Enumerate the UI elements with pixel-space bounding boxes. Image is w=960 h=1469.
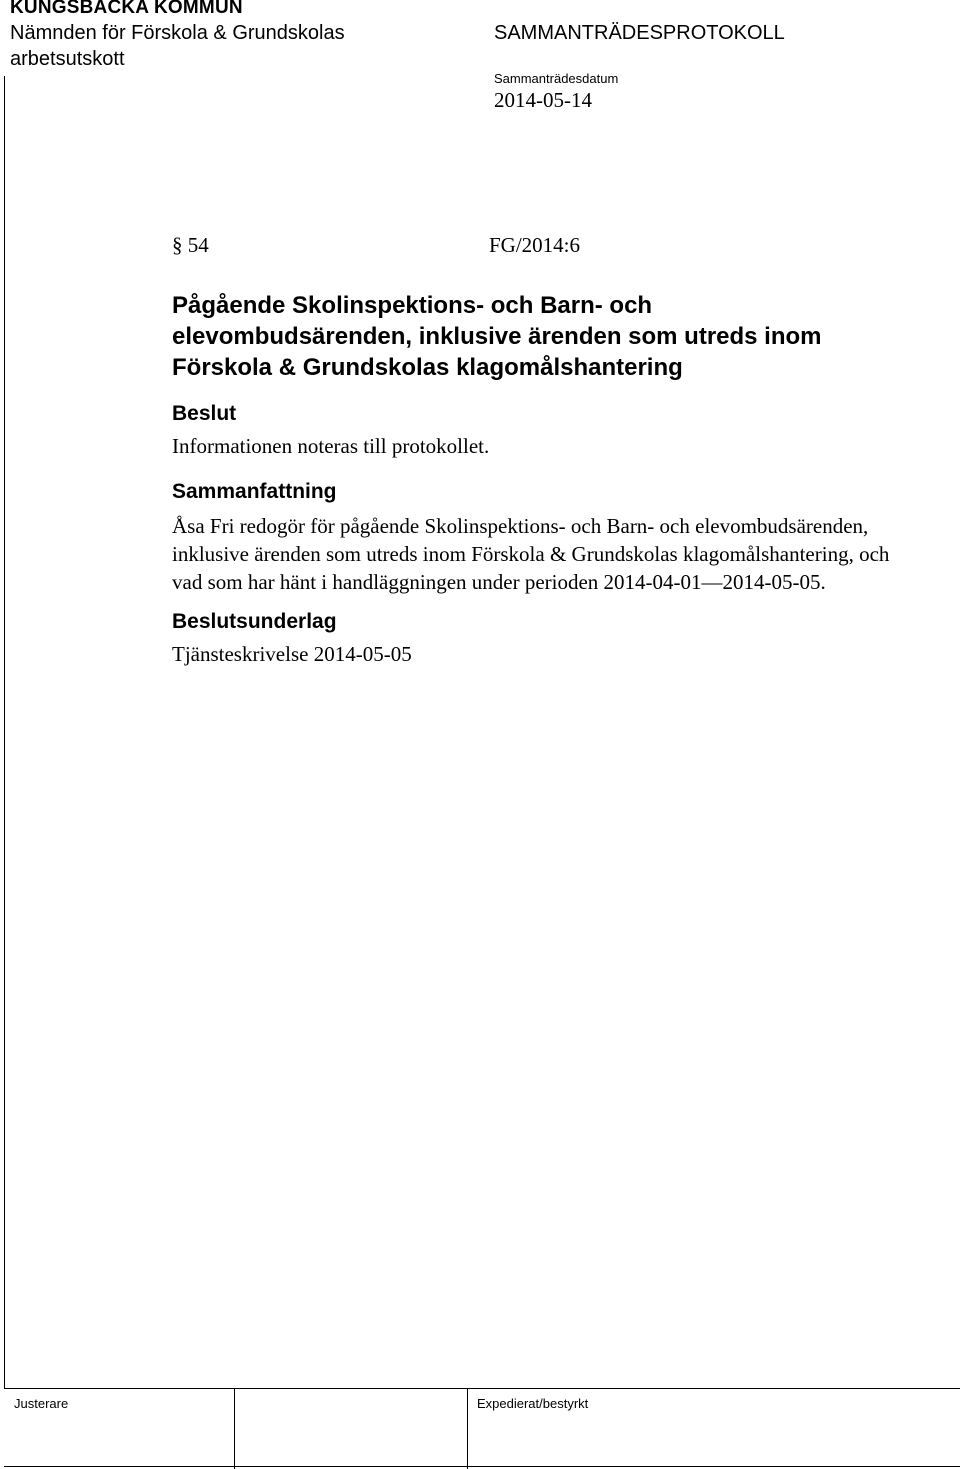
footer-top-rule [4,1388,960,1389]
left-margin-rule [4,76,5,1388]
footer-bottom-rule [4,1466,960,1467]
summary-line: Åsa Fri redogör för pågående Skolinspektions- och Barn- och elevombudsärenden, [172,514,869,538]
decision-heading: Beslut [172,402,237,425]
item-title-line: Förskola & Grundskolas klagomålshantering [172,354,683,381]
footer-column-divider [234,1388,235,1469]
footer-column-divider [467,1388,468,1469]
meeting-date-label: Sammanträdesdatum [494,71,619,86]
committee-name-continued: arbetsutskott [10,48,125,70]
organization-name: KUNGSBACKA KOMMUN [10,0,243,18]
summary-text [172,512,889,596]
summary-line: vad som har hänt i handläggningen under perioden 2014-04-01—2014-05-05. [172,570,826,594]
committee-name: Nämnden för Förskola & Grundskolas [10,22,345,44]
document-type: SAMMANTRÄDESPROTOKOLL [494,22,785,44]
item-title-line: elevombudsärenden, inklusive ärenden som utreds inom [172,323,822,350]
case-number: FG/2014:6 [489,233,581,257]
item-title-line: Pågående Skolinspektions- och Barn- och [172,292,653,319]
item-title [172,290,822,383]
paragraph-number: § 54 [172,233,209,257]
meeting-date-value: 2014-05-14 [494,88,592,112]
decision-basis-heading: Beslutsunderlag [172,610,337,633]
summary-line: inklusive ärenden som utreds inom Förskola & Grundskolas klagomålshantering, och [172,542,890,566]
footer-expedierat-label: Expedierat/bestyrkt [477,1396,589,1411]
decision-basis-text: Tjänsteskrivelse 2014-05-05 [172,642,412,666]
summary-heading: Sammanfattning [172,480,337,503]
decision-text: Informationen noteras till protokollet. [172,434,490,458]
footer-justerare-label: Justerare [14,1396,69,1411]
